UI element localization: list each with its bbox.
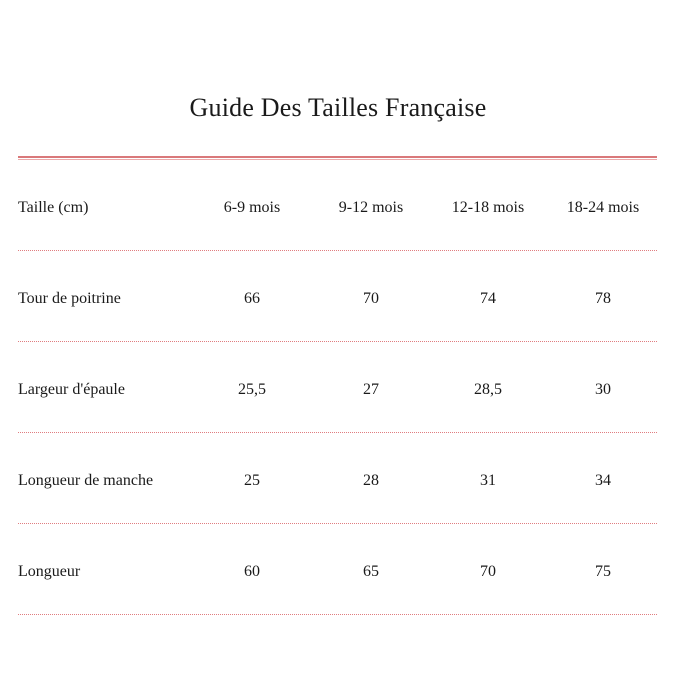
row-label: Largeur d'épaule: [18, 381, 125, 398]
row-value: 75: [595, 563, 611, 580]
row-value: 25,5: [238, 381, 266, 398]
row-value: 70: [480, 563, 496, 580]
row-value: 78: [595, 290, 611, 307]
row-divider: [18, 432, 657, 433]
row-label: Tour de poitrine: [18, 290, 121, 307]
row-value: 74: [480, 290, 496, 307]
row-divider: [18, 250, 657, 251]
row-value: 34: [595, 472, 611, 489]
row-value: 60: [244, 563, 260, 580]
row-value: 31: [480, 472, 496, 489]
row-label: Longueur de manche: [18, 472, 154, 489]
row-label: Longueur: [18, 563, 81, 580]
row-value: 28,5: [474, 381, 502, 398]
row-value: 66: [244, 290, 260, 307]
row-value: 28: [363, 472, 379, 489]
header-size-6-9: 6-9 mois: [223, 199, 281, 216]
header-label: Taille (cm): [18, 199, 89, 216]
table-row: [18, 557, 657, 587]
header-size-18-24: 18-24 mois: [566, 199, 640, 216]
row-value: 25: [244, 472, 260, 489]
page-title: Guide Des Tailles Française: [189, 93, 487, 122]
row-value: 65: [363, 563, 379, 580]
row-divider: [18, 341, 657, 342]
row-divider: [18, 523, 657, 524]
table-row: [18, 284, 657, 314]
title-divider: [18, 156, 657, 160]
table-row: [18, 375, 657, 405]
row-value: 27: [363, 381, 379, 398]
header-size-9-12: 9-12 mois: [338, 199, 404, 216]
table-header-row: [18, 193, 657, 223]
row-divider: [18, 614, 657, 615]
row-value: 70: [363, 290, 379, 307]
header-size-12-18: 12-18 mois: [451, 199, 525, 216]
table-row: [18, 466, 657, 496]
row-value: 30: [595, 381, 611, 398]
